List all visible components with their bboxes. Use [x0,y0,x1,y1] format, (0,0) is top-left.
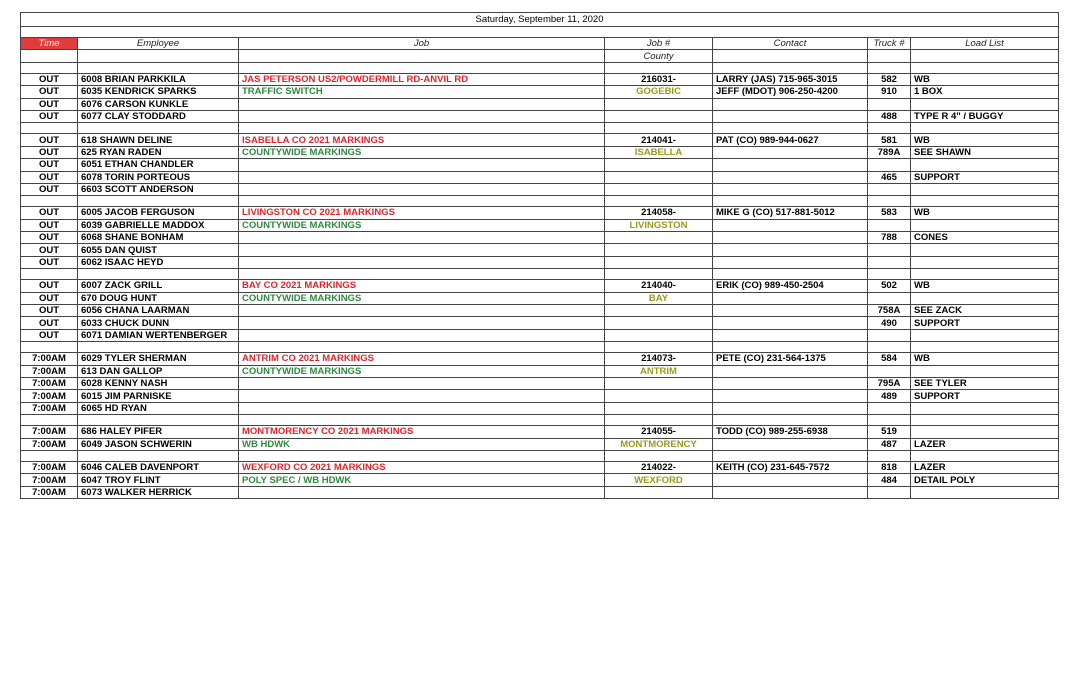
job-cell [239,171,605,183]
job-number-cell [605,390,713,402]
employee-cell: 686 HALEY PIFER [78,426,239,438]
contact-cell: JEFF (MDOT) 906-250-4200 [713,86,868,98]
employee-cell: 6051 ETHAN CHANDLER [78,159,239,171]
truck-cell: 581 [868,134,911,146]
time-cell: 7:00AM [21,461,78,473]
time-cell: 7:00AM [21,438,78,450]
time-cell: 7:00AM [21,426,78,438]
load-list-cell [911,98,1059,110]
time-cell: 7:00AM [21,377,78,389]
employee-cell: 6077 CLAY STODDARD [78,110,239,122]
truck-cell [868,244,911,256]
load-list-cell: 1 BOX [911,86,1059,98]
job-number-cell [605,377,713,389]
truck-cell [868,402,911,414]
job-number-cell: 214055- [605,426,713,438]
contact-cell [713,329,868,341]
job-cell [239,232,605,244]
employee-cell: 6033 CHUCK DUNN [78,317,239,329]
truck-cell: 788 [868,232,911,244]
spacer-row [21,62,1059,73]
load-list-cell [911,329,1059,341]
job-number-cell: WEXFORD [605,474,713,486]
truck-cell: 484 [868,474,911,486]
sheet-title: Saturday, September 11, 2020 [21,13,1059,27]
time-cell: OUT [21,280,78,292]
employee-cell: 6039 GABRIELLE MADDOX [78,219,239,231]
time-cell: 7:00AM [21,474,78,486]
load-list-cell [911,219,1059,231]
table-row [21,365,1059,377]
truck-cell: 910 [868,86,911,98]
job-cell [239,329,605,341]
table-row [21,461,1059,473]
job-cell: ANTRIM CO 2021 MARKINGS [239,353,605,365]
time-cell: OUT [21,207,78,219]
job-number-cell [605,232,713,244]
employee-cell: 6035 KENDRICK SPARKS [78,86,239,98]
subheader-row [21,50,1059,62]
load-list-cell: SEE TYLER [911,377,1059,389]
table-row [21,256,1059,268]
contact-cell: PETE (CO) 231-564-1375 [713,353,868,365]
spacer-row [21,269,1059,280]
employee-cell: 6055 DAN QUIST [78,244,239,256]
contact-cell [713,98,868,110]
contact-cell: PAT (CO) 989-944-0627 [713,134,868,146]
truck-cell: 502 [868,280,911,292]
employee-cell: 613 DAN GALLOP [78,365,239,377]
contact-cell [713,110,868,122]
load-list-cell [911,183,1059,195]
truck-cell [868,159,911,171]
truck-cell: 758A [868,305,911,317]
job-cell [239,244,605,256]
truck-cell: 582 [868,73,911,85]
load-list-cell: SEE ZACK [911,305,1059,317]
employee-cell: 625 RYAN RADEN [78,146,239,158]
contact-cell [713,438,868,450]
employee-cell: 6028 KENNY NASH [78,377,239,389]
truck-cell: 487 [868,438,911,450]
job-number-cell: ISABELLA [605,146,713,158]
load-list-cell [911,256,1059,268]
load-list-cell [911,365,1059,377]
contact-cell [713,486,868,498]
employee-cell: 670 DOUG HUNT [78,292,239,304]
load-list-cell: WB [911,134,1059,146]
contact-cell [713,377,868,389]
time-cell: 7:00AM [21,402,78,414]
contact-cell [713,244,868,256]
employee-cell: 6005 JACOB FERGUSON [78,207,239,219]
truck-cell: 584 [868,353,911,365]
job-cell: WB HDWK [239,438,605,450]
load-list-cell: SUPPORT [911,317,1059,329]
time-cell: OUT [21,110,78,122]
load-list-cell: DETAIL POLY [911,474,1059,486]
time-cell: OUT [21,183,78,195]
time-cell: OUT [21,134,78,146]
load-list-cell [911,426,1059,438]
table-row [21,244,1059,256]
table-row [21,486,1059,498]
truck-cell: 818 [868,461,911,473]
truck-cell: 489 [868,390,911,402]
truck-cell: 583 [868,207,911,219]
job-number-cell [605,486,713,498]
job-number-cell: LIVINGSTON [605,219,713,231]
truck-cell: 465 [868,171,911,183]
job-number-cell: 214022- [605,461,713,473]
header-truck: Truck # [868,38,911,50]
time-cell: OUT [21,86,78,98]
job-cell: COUNTYWIDE MARKINGS [239,146,605,158]
employee-cell: 6046 CALEB DAVENPORT [78,461,239,473]
spacer-row [21,123,1059,134]
schedule-table [20,12,1059,499]
time-cell: 7:00AM [21,365,78,377]
truck-cell [868,329,911,341]
employee-cell: 6603 SCOTT ANDERSON [78,183,239,195]
contact-cell [713,305,868,317]
truck-cell [868,183,911,195]
time-cell: OUT [21,73,78,85]
title-row [21,13,1059,27]
truck-cell [868,98,911,110]
job-number-cell: 214040- [605,280,713,292]
time-cell: OUT [21,146,78,158]
load-list-cell [911,244,1059,256]
job-cell [239,183,605,195]
job-cell [239,390,605,402]
table-row [21,146,1059,158]
spacer-row [21,415,1059,426]
spacer-row [21,196,1059,207]
table-row [21,377,1059,389]
employee-cell: 6071 DAMIAN WERTENBERGER [78,329,239,341]
load-list-cell: CONES [911,232,1059,244]
table-row [21,402,1059,414]
load-list-cell: LAZER [911,438,1059,450]
employee-cell: 6049 JASON SCHWERIN [78,438,239,450]
job-cell: JAS PETERSON US2/POWDERMILL RD-ANVIL RD [239,73,605,85]
table-row [21,474,1059,486]
truck-cell [868,365,911,377]
employee-cell: 6076 CARSON KUNKLE [78,98,239,110]
schedule-body [21,62,1059,498]
table-row [21,305,1059,317]
job-number-cell: 214073- [605,353,713,365]
job-cell: LIVINGSTON CO 2021 MARKINGS [239,207,605,219]
load-list-cell: WB [911,73,1059,85]
employee-cell: 6047 TROY FLINT [78,474,239,486]
time-cell: OUT [21,232,78,244]
job-number-cell: GOGEBIC [605,86,713,98]
table-row [21,292,1059,304]
contact-cell [713,171,868,183]
employee-cell: 6007 ZACK GRILL [78,280,239,292]
truck-cell: 490 [868,317,911,329]
table-row [21,390,1059,402]
employee-cell: 6029 TYLER SHERMAN [78,353,239,365]
load-list-cell: SEE SHAWN [911,146,1059,158]
load-list-cell [911,486,1059,498]
contact-cell: ERIK (CO) 989-450-2504 [713,280,868,292]
truck-cell [868,486,911,498]
contact-cell [713,402,868,414]
job-cell [239,305,605,317]
truck-cell: 519 [868,426,911,438]
load-list-cell: WB [911,280,1059,292]
truck-cell: 789A [868,146,911,158]
time-cell: OUT [21,292,78,304]
table-row [21,207,1059,219]
time-cell: OUT [21,98,78,110]
contact-cell [713,159,868,171]
job-number-cell [605,329,713,341]
job-number-cell [605,256,713,268]
time-cell: OUT [21,317,78,329]
table-row [21,219,1059,231]
job-cell [239,317,605,329]
spacer-row [21,450,1059,461]
header-county: County [605,50,713,62]
job-cell [239,110,605,122]
time-cell: 7:00AM [21,486,78,498]
contact-cell [713,146,868,158]
time-cell: OUT [21,171,78,183]
header-load-list: Load List [911,38,1059,50]
contact-cell [713,292,868,304]
job-number-cell [605,110,713,122]
employee-cell: 6065 HD RYAN [78,402,239,414]
truck-cell [868,219,911,231]
job-number-cell: 214058- [605,207,713,219]
header-employee: Employee [78,38,239,50]
header-row [21,38,1059,50]
job-cell [239,377,605,389]
table-row [21,353,1059,365]
table-row [21,86,1059,98]
job-cell: BAY CO 2021 MARKINGS [239,280,605,292]
job-number-cell: 214041- [605,134,713,146]
load-list-cell: SUPPORT [911,390,1059,402]
load-list-cell [911,159,1059,171]
table-row [21,317,1059,329]
job-number-cell [605,98,713,110]
header-time: Time [21,38,78,50]
contact-cell [713,183,868,195]
truck-cell [868,256,911,268]
job-cell [239,402,605,414]
employee-cell: 6056 CHANA LAARMAN [78,305,239,317]
employee-cell: 6062 ISAAC HEYD [78,256,239,268]
contact-cell: LARRY (JAS) 715-965-3015 [713,73,868,85]
table-row [21,329,1059,341]
table-row [21,426,1059,438]
contact-cell: MIKE G (CO) 517-881-5012 [713,207,868,219]
job-number-cell [605,402,713,414]
employee-cell: 6073 WALKER HERRICK [78,486,239,498]
time-cell: OUT [21,159,78,171]
table-row [21,159,1059,171]
header-job: Job [239,38,605,50]
header-contact: Contact [713,38,868,50]
table-row [21,110,1059,122]
employee-cell: 618 SHAWN DELINE [78,134,239,146]
table-row [21,98,1059,110]
time-cell: OUT [21,244,78,256]
load-list-cell: LAZER [911,461,1059,473]
load-list-cell: WB [911,353,1059,365]
job-number-cell [605,171,713,183]
contact-cell [713,317,868,329]
job-cell [239,256,605,268]
contact-cell [713,474,868,486]
load-list-cell [911,402,1059,414]
job-cell: WEXFORD CO 2021 MARKINGS [239,461,605,473]
truck-cell: 488 [868,110,911,122]
contact-cell [713,365,868,377]
contact-cell: TODD (CO) 989-255-6938 [713,426,868,438]
truck-cell: 795A [868,377,911,389]
job-number-cell: BAY [605,292,713,304]
employee-cell: 6068 SHANE BONHAM [78,232,239,244]
load-list-cell: WB [911,207,1059,219]
employee-cell: 6078 TORIN PORTEOUS [78,171,239,183]
job-number-cell [605,244,713,256]
load-list-cell [911,292,1059,304]
time-cell: OUT [21,305,78,317]
job-cell [239,98,605,110]
time-cell: 7:00AM [21,390,78,402]
job-cell: TRAFFIC SWITCH [239,86,605,98]
spacer-row [21,342,1059,353]
table-row [21,183,1059,195]
time-cell: 7:00AM [21,353,78,365]
job-cell [239,159,605,171]
contact-cell [713,232,868,244]
job-cell: ISABELLA CO 2021 MARKINGS [239,134,605,146]
table-row [21,134,1059,146]
job-number-cell [605,183,713,195]
contact-cell: KEITH (CO) 231-645-7572 [713,461,868,473]
job-cell: POLY SPEC / WB HDWK [239,474,605,486]
load-list-cell: SUPPORT [911,171,1059,183]
table-row [21,280,1059,292]
employee-cell: 6015 JIM PARNISKE [78,390,239,402]
job-number-cell [605,159,713,171]
spacer-row [21,27,1059,38]
time-cell: OUT [21,256,78,268]
contact-cell [713,219,868,231]
job-cell: COUNTYWIDE MARKINGS [239,219,605,231]
job-number-cell [605,305,713,317]
table-row [21,73,1059,85]
job-cell: MONTMORENCY CO 2021 MARKINGS [239,426,605,438]
time-cell: OUT [21,219,78,231]
table-row [21,438,1059,450]
contact-cell [713,256,868,268]
job-cell: COUNTYWIDE MARKINGS [239,365,605,377]
job-number-cell: ANTRIM [605,365,713,377]
load-list-cell: TYPE R 4" / BUGGY [911,110,1059,122]
job-number-cell: 216031- [605,73,713,85]
table-row [21,232,1059,244]
job-cell: COUNTYWIDE MARKINGS [239,292,605,304]
table-row [21,171,1059,183]
truck-cell [868,292,911,304]
time-cell: OUT [21,329,78,341]
header-job-number: Job # [605,38,713,50]
job-number-cell: MONTMORENCY [605,438,713,450]
contact-cell [713,390,868,402]
job-number-cell [605,317,713,329]
employee-cell: 6008 BRIAN PARKKILA [78,73,239,85]
job-cell [239,486,605,498]
